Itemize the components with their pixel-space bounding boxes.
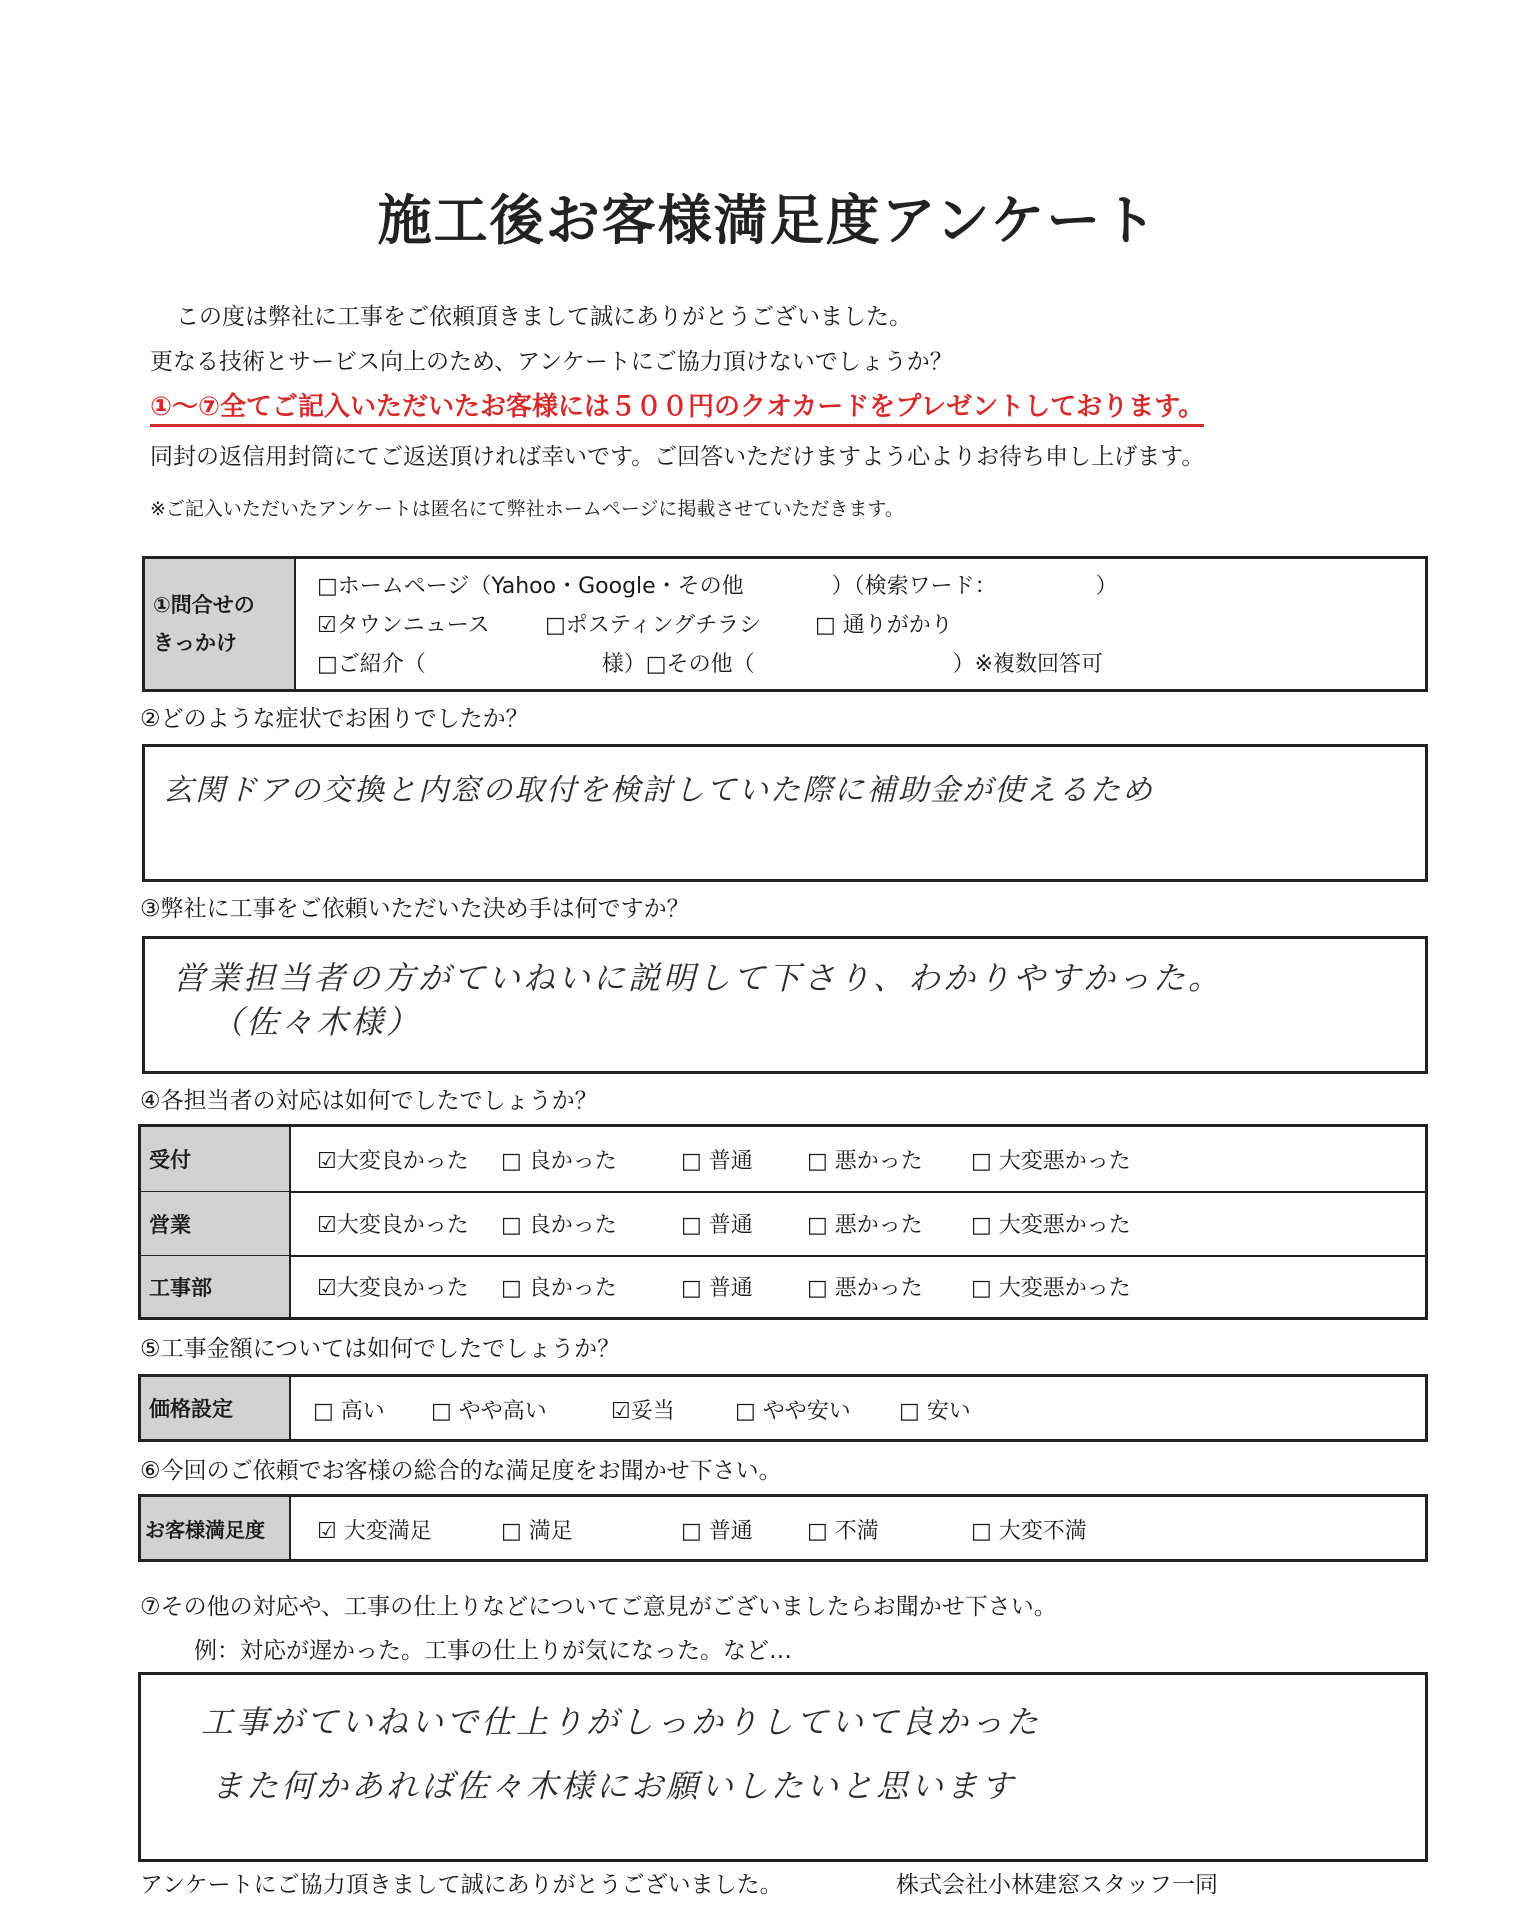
q5-label: 価格設定: [141, 1377, 291, 1439]
footer-thanks: アンケートにご協力頂きまして誠にありがとうございました。: [140, 1872, 783, 1898]
q3-question: ③弊社に工事をご依頼いただいた決め手は何ですか？: [140, 896, 690, 922]
satisfaction-option[interactable]: □ 大変不満: [971, 1519, 1087, 1544]
q4-question: ④各担当者の対応は如何でしたでしょうか？: [140, 1088, 598, 1114]
q3-answer-box: [142, 936, 1428, 1074]
q6-table: [138, 1494, 1428, 1562]
q7-answer-line-1: 工事がていねいで仕上りがしっかりしていて良かった: [201, 1703, 1042, 1741]
q1-option-passing-by[interactable]: □ 通りがかり: [815, 613, 953, 638]
price-option-slightly-cheap[interactable]: □ やや安い: [735, 1399, 851, 1424]
rating-option[interactable]: □ 普通: [681, 1276, 753, 1301]
satisfaction-option[interactable]: ☑ 大変満足: [317, 1519, 432, 1544]
q1-option-town-news[interactable]: ☑タウンニュース: [317, 613, 490, 638]
q4-row-reception: [141, 1127, 1425, 1191]
rating-option[interactable]: ☑大変良かった: [317, 1149, 469, 1174]
q1-label: [145, 559, 296, 689]
q6-label: お客様満足度: [141, 1497, 291, 1559]
rating-option[interactable]: □ 大変悪かった: [971, 1276, 1131, 1301]
satisfaction-option[interactable]: □ 満足: [501, 1519, 573, 1544]
q7-answer-box: [138, 1672, 1428, 1862]
rating-option[interactable]: □ 普通: [681, 1213, 753, 1238]
rating-option[interactable]: ☑大変良かった: [317, 1276, 469, 1301]
q1-option-posting-flyer[interactable]: □ポスティングチラシ: [545, 613, 762, 638]
q7-answer-line-2: また何かあれば佐々木様にお願いしたいと思います: [211, 1767, 1017, 1805]
intro-line-2: 更なる技術とサービス向上のため、アンケートにご協力頂けないでしょうか？: [150, 349, 953, 375]
rating-option[interactable]: ☑大変良かった: [317, 1213, 469, 1238]
q2-question: ②どのような症状でお困りでしたか？: [140, 706, 529, 732]
intro-line-3: 同封の返信用封筒にてご返送頂ければ幸いです。ご回答いただけますよう心よりお待ち申し上げます。: [150, 444, 1205, 470]
q6-question: ⑥今回のご依頼でお客様の総合的な満足度をお聞かせ下さい。: [140, 1458, 782, 1484]
q4-row-construction: [141, 1256, 1425, 1317]
rating-option[interactable]: □ 良かった: [501, 1276, 617, 1301]
satisfaction-option[interactable]: □ 普通: [681, 1519, 753, 1544]
anonymity-note: ※ご記入いただいたアンケートは匿名にて弊社ホームページに掲載させていただきます。: [150, 498, 904, 520]
q4-row-sales: [141, 1192, 1425, 1255]
page-title: 施工後お客様満足度アンケート: [377, 189, 1159, 252]
price-option-high[interactable]: □ 高い: [313, 1399, 385, 1424]
q2-answer-box: [142, 744, 1428, 882]
intro-line-1: この度は弊社に工事をご依頼頂きまして誠にありがとうございました。: [176, 304, 912, 330]
q4-table: [138, 1124, 1428, 1320]
q1-row-referral[interactable]: □ご紹介（ 様）□その他（ ）※複数回答可: [317, 652, 1104, 677]
q4-row-label: 営業: [141, 1192, 291, 1255]
rating-option[interactable]: □ 悪かった: [807, 1149, 923, 1174]
q7-question: ⑦その他の対応や、工事の仕上りなどについてご意見がございましたらお聞かせ下さい。: [140, 1594, 1057, 1620]
q5-table: [138, 1374, 1428, 1442]
rating-option[interactable]: □ 良かった: [501, 1149, 617, 1174]
q1-label-line-1: ①問合せの: [153, 593, 255, 617]
rating-option[interactable]: □ 悪かった: [807, 1213, 923, 1238]
q2-answer-text: 玄関ドアの交換と内窓の取付を検討していた際に補助金が使えるため: [163, 773, 1155, 808]
present-notice: ①～⑦全てご記入いただいたお客様には５００円のクオカードをプレゼントしております。: [150, 386, 1204, 427]
rating-option[interactable]: □ 大変悪かった: [971, 1213, 1131, 1238]
satisfaction-option[interactable]: □ 不満: [807, 1519, 879, 1544]
price-option-cheap[interactable]: □ 安い: [899, 1399, 971, 1424]
price-option-reasonable[interactable]: ☑妥当: [611, 1399, 675, 1424]
q1-row-homepage[interactable]: □ホームページ（Yahoo・Google・その他 ）（検索ワード： ）: [317, 574, 1118, 599]
rating-option[interactable]: □ 普通: [681, 1149, 753, 1174]
q4-row-label: 受付: [141, 1127, 291, 1191]
q1-table: [142, 556, 1428, 692]
footer-company: 株式会社小林建窓スタッフ一同: [896, 1872, 1218, 1898]
q3-answer-line-1: 営業担当者の方がていねいに説明して下さり、わかりやすかった。: [173, 959, 1224, 997]
q1-label-line-2: きっかけ: [153, 631, 237, 655]
rating-option[interactable]: □ 悪かった: [807, 1276, 923, 1301]
q3-answer-line-2: （佐々木様）: [211, 1003, 422, 1041]
price-option-slightly-high[interactable]: □ やや高い: [431, 1399, 547, 1424]
q7-example: 例：対応が遅かった。工事の仕上りが気になった。など…: [194, 1638, 792, 1664]
rating-option[interactable]: □ 良かった: [501, 1213, 617, 1238]
q5-question: ⑤工事金額については如何でしたでしょうか？: [140, 1336, 621, 1362]
rating-option[interactable]: □ 大変悪かった: [971, 1149, 1131, 1174]
q4-row-label: 工事部: [141, 1256, 291, 1317]
